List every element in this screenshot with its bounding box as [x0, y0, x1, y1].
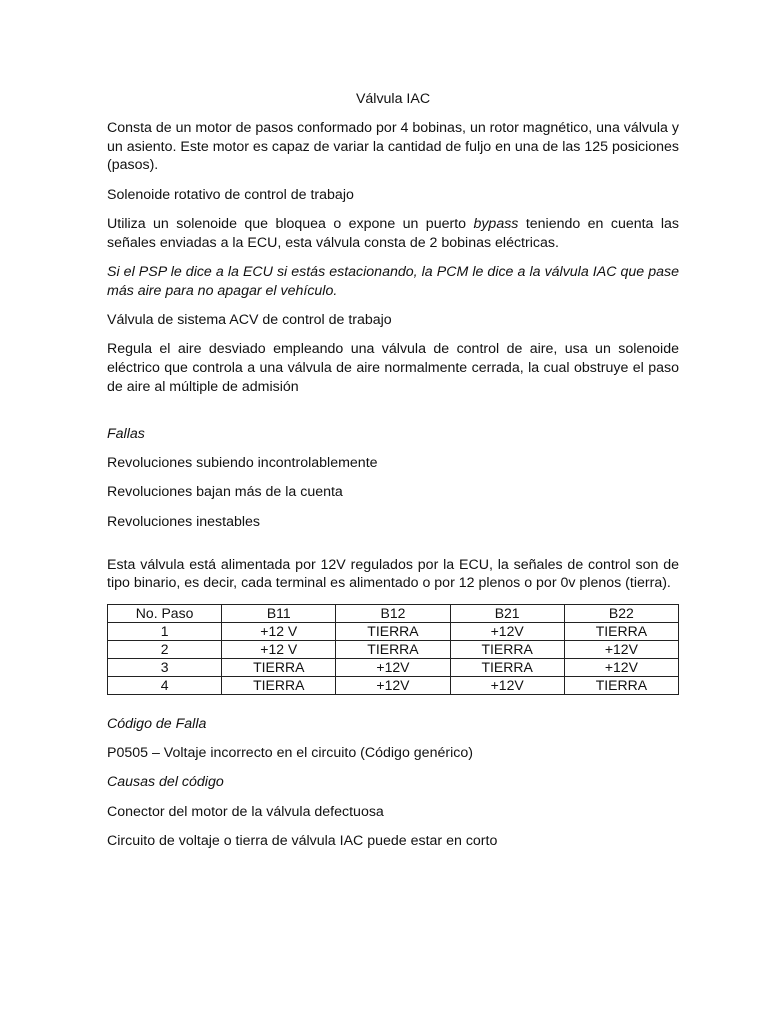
table-row — [108, 640, 679, 658]
table-header-cell: B12 — [336, 604, 450, 622]
table-cell: +12V — [450, 676, 564, 694]
codigo-line: P0505 – Voltaje incorrecto en el circuito (Código genérico) — [107, 744, 473, 761]
section2-paragraph: Regula el aire desviado empleando una válvula de control de aire, usa un solenoide eléctrico que controla a una válvula de aire normalmente cerrada, la cual obstruye el paso de aire al múltiple de admisión — [107, 341, 679, 396]
section1-text-after: teniendo en cuenta las señales enviadas a la ECU, esta válvula consta de 2 bobinas eléctricas. — [107, 215, 679, 251]
step-table — [107, 604, 679, 695]
table-cell: TIERRA — [450, 640, 564, 658]
causa-item: Conector del motor de la válvula defectuosa — [107, 803, 384, 820]
table-cell: 3 — [108, 658, 222, 676]
table-cell: +12 V — [222, 622, 336, 640]
causa-item: Circuito de voltaje o tierra de válvula IAC puede estar en corto — [107, 832, 498, 849]
table-cell: TIERRA — [222, 658, 336, 676]
table-cell: 1 — [108, 622, 222, 640]
bypass-term: bypass — [473, 215, 519, 232]
section1-paragraph — [107, 215, 679, 253]
section2-heading: Válvula de sistema ACV de control de trabajo — [107, 312, 392, 329]
table-row — [108, 658, 679, 676]
page-title: Válvula IAC — [355, 91, 431, 107]
table-cell: TIERRA — [222, 676, 336, 694]
causas-heading: Causas del código — [107, 774, 224, 791]
fallas-heading: Fallas — [107, 425, 145, 442]
intro-paragraph: Consta de un motor de pasos conformado por 4 bobinas, un rotor magnético, una válvula y un asiento. Este motor es capaz de variar la cantidad de fuljo en una de las 125 posiciones (pasos). — [107, 119, 679, 174]
table-cell: +12 V — [222, 640, 336, 658]
section1-note: Si el PSP le dice a la ECU si estás estacionando, la PCM le dice a la válvula IAC que pase más aire para no apagar el vehículo. — [107, 264, 679, 299]
falla-item: Revoluciones inestables — [107, 513, 261, 530]
section1-heading: Solenoide rotativo de control de trabajo — [107, 186, 354, 203]
table-cell: TIERRA — [336, 640, 450, 658]
table-cell: TIERRA — [564, 622, 678, 640]
table-cell: TIERRA — [336, 622, 450, 640]
table-header-cell: B22 — [564, 604, 678, 622]
table-cell: +12V — [564, 640, 678, 658]
table-header-row — [108, 604, 679, 622]
codigo-heading: Código de Falla — [107, 715, 207, 732]
table-header-cell: B11 — [222, 604, 336, 622]
document-page — [107, 90, 679, 861]
table-row — [108, 676, 679, 694]
table-cell: +12V — [336, 676, 450, 694]
table-cell: 2 — [108, 640, 222, 658]
table-cell: 4 — [108, 676, 222, 694]
section1-text-before: Utiliza un solenoide que bloquea o expone un puerto — [107, 215, 474, 232]
falla-item: Revoluciones subiendo incontrolablemente — [107, 455, 378, 472]
table-cell: +12V — [564, 658, 678, 676]
supply-paragraph: Esta válvula está alimentada por 12V regulados por la ECU, la señales de control son de tipo binario, es decir, cada terminal es alimentado o por 12 plenos o por 0v plenos (tierra). — [107, 556, 679, 592]
table-header-cell: B21 — [450, 604, 564, 622]
table-cell: TIERRA — [450, 658, 564, 676]
table-row — [108, 622, 679, 640]
table-cell: +12V — [336, 658, 450, 676]
table-cell: TIERRA — [564, 676, 678, 694]
falla-item: Revoluciones bajan más de la cuenta — [107, 484, 343, 501]
table-cell: +12V — [450, 622, 564, 640]
table-header-cell: No. Paso — [108, 604, 222, 622]
